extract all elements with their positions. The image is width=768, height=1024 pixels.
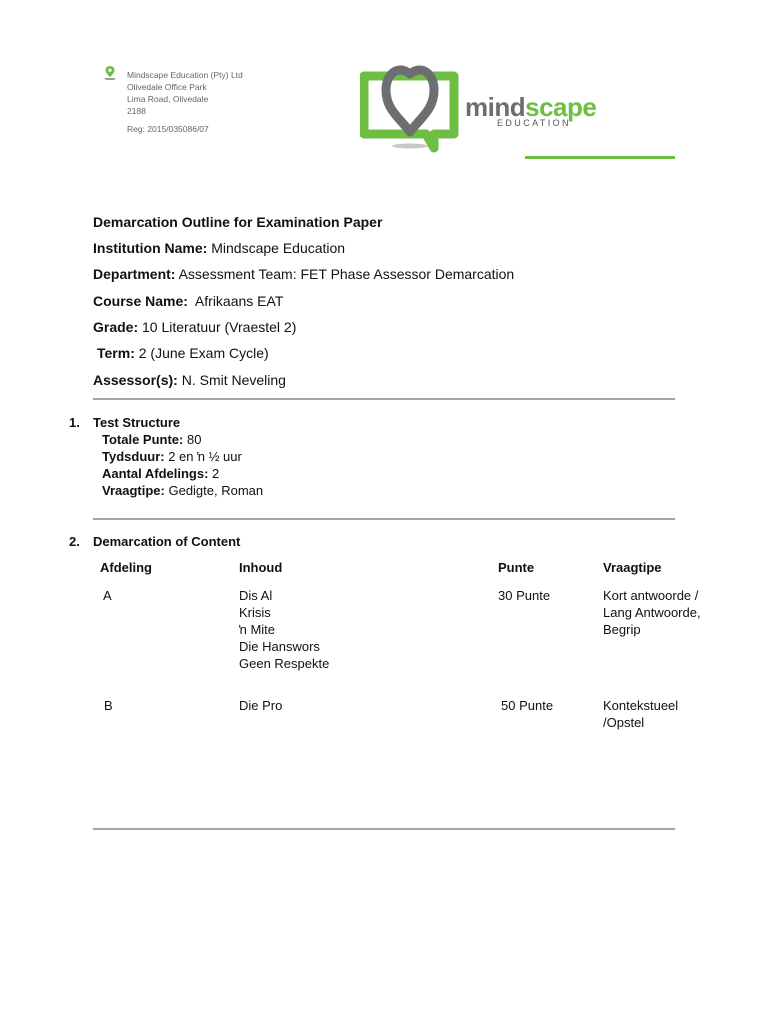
vraagtipe-field [102, 482, 263, 499]
afdelings-label: Aantal Afdelings: [102, 466, 209, 481]
assessor-field [93, 372, 286, 389]
logo-word-mind: mind [465, 92, 526, 122]
term-label: Term: [97, 345, 135, 361]
column-header-vraagtipe: Vraagtipe [603, 560, 662, 575]
column-header-inhoud: Inhoud [239, 560, 283, 575]
term-value: 2 (June Exam Cycle) [134, 345, 269, 361]
department-field [93, 266, 514, 283]
question-type-line: Kort antwoorde / [603, 588, 699, 603]
location-pin-icon [102, 65, 118, 81]
afdelings-value: 2 [208, 466, 220, 481]
table-cell-afdeling: A [103, 588, 112, 603]
address-line: Olivedale Office Park [127, 82, 207, 92]
section-title: Test Structure [93, 415, 181, 430]
totale-punte-value: 80 [183, 432, 202, 447]
assessor-value: N. Smit Neveling [177, 372, 286, 388]
grade-label: Grade: [93, 319, 139, 335]
address-line: Mindscape Education (Pty) Ltd [127, 70, 243, 80]
tydsduur-field [102, 448, 242, 465]
totale-punte-field [102, 431, 201, 448]
institution-label: Institution Name: [93, 240, 208, 256]
content-item: Die Pro [239, 698, 283, 713]
divider [93, 518, 675, 520]
tydsduur-label: Tydsduur: [102, 449, 165, 464]
logo-word-scape: scape [525, 92, 597, 122]
table-cell-punte: 30 Punte [498, 588, 551, 603]
section-number: 2. [69, 534, 80, 549]
course-value: Afrikaans EAT [187, 293, 284, 309]
registration-number: Reg: 2015/035086/07 [127, 124, 209, 134]
section-title: Demarcation of Content [93, 534, 241, 549]
grade-value: 10 Literatuur (Vraestel 2) [138, 319, 297, 335]
document-title: Demarcation Outline for Examination Paper [93, 214, 383, 230]
content-item: Dis Al [239, 588, 273, 603]
afdelings-field [102, 465, 219, 482]
totale-punte-label: Totale Punte: [102, 432, 184, 447]
question-type-line: Lang Antwoorde, [603, 605, 701, 620]
vraagtipe-label: Vraagtipe: [102, 483, 165, 498]
vraagtipe-value: Gedigte, Roman [164, 483, 264, 498]
content-item: ŉ Mite [239, 622, 276, 637]
content-item: Krisis [239, 605, 271, 620]
tydsduur-value: 2 en ŉ ½ uur [164, 449, 242, 464]
course-label: Course Name: [93, 293, 188, 309]
department-value: Assessment Team: FET Phase Assessor Demarcation [175, 266, 515, 282]
content-item: Die Hanswors [239, 639, 320, 654]
institution-field [93, 240, 345, 257]
institution-value: Mindscape Education [207, 240, 346, 256]
department-label: Department: [93, 266, 176, 282]
divider [93, 398, 675, 400]
logo-subtitle: EDUCATION [497, 118, 571, 128]
assessor-label: Assessor(s): [93, 372, 178, 388]
mindscape-logo-icon [360, 54, 460, 154]
column-header-punte: Punte [498, 560, 535, 575]
course-field [93, 293, 283, 310]
column-header-afdeling: Afdeling [100, 560, 152, 575]
table-cell-afdeling: B [104, 698, 113, 713]
table-cell-vraagtipe [603, 587, 701, 638]
table-cell-inhoud [239, 587, 329, 672]
table-cell-punte: 50 Punte [501, 698, 554, 713]
content-item: Geen Respekte [239, 656, 330, 671]
table-cell-vraagtipe [603, 697, 678, 731]
grade-field [93, 319, 296, 336]
address-line: Lima Road, Olivedale [127, 94, 209, 104]
question-type-line: Kontekstueel [603, 698, 679, 713]
address-line: 2188 [127, 106, 146, 116]
term-field [97, 345, 269, 362]
letterhead-accent-line [525, 156, 675, 159]
question-type-line: /Opstel [603, 715, 645, 730]
logo-wordmark [465, 93, 596, 121]
table-cell-inhoud [239, 697, 282, 714]
section-number: 1. [69, 415, 80, 430]
company-address [127, 69, 243, 135]
divider [93, 828, 675, 830]
letterhead [94, 52, 674, 164]
question-type-line: Begrip [603, 622, 641, 637]
